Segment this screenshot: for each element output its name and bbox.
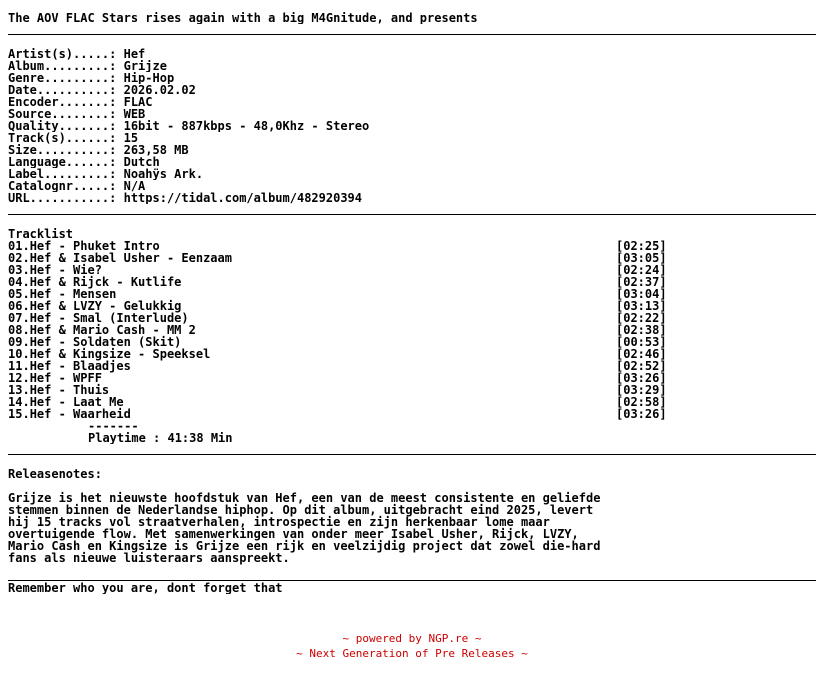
nfo-document (8, 0, 816, 594)
info-row (8, 72, 816, 84)
info-value: 2026.02.02 (123, 84, 196, 96)
info-value: WEB (123, 108, 146, 120)
info-value: Dutch (123, 156, 160, 168)
info-value: https://tidal.com/album/482920394 (123, 192, 363, 204)
info-row (8, 108, 816, 120)
info-row (8, 180, 816, 192)
track-number: 15. (8, 407, 30, 421)
track-title: Hef & LVZY - Gelukkig (29, 299, 182, 313)
track-title: Hef - Thuis (29, 383, 110, 397)
track-number: 13. (8, 383, 30, 397)
track-title: Hef & Kingsize - Speeksel (29, 347, 211, 361)
info-value: FLAC (123, 96, 153, 108)
info-row (8, 120, 816, 132)
track-duration: [02:52] (616, 359, 667, 373)
track-number: 08. (8, 323, 30, 337)
info-value: Noahÿs Ark. (123, 168, 204, 180)
info-value: 263,58 MB (123, 144, 189, 156)
track-duration: [03:26] (616, 371, 667, 385)
track-row (8, 408, 816, 420)
releasenotes-heading: Releasenotes: (8, 468, 102, 480)
info-label: Language......: (8, 156, 124, 168)
track-duration: [02:46] (616, 347, 667, 361)
info-row (8, 156, 816, 168)
releasenotes (8, 492, 816, 564)
track-number: 14. (8, 395, 30, 409)
track-duration: [02:24] (616, 263, 667, 277)
track-duration: [00:53] (616, 335, 667, 349)
playtime-separator: ------- (88, 420, 139, 432)
info-label: Track(s)......: (8, 132, 124, 144)
playtime: Playtime : 41:38 Min (88, 432, 233, 444)
track-title: Hef - Soldaten (Skit) (29, 335, 182, 349)
track-duration: [03:13] (616, 299, 667, 313)
track-title: Hef - WPFF (29, 371, 102, 385)
track-duration: [03:04] (616, 287, 667, 301)
info-label: Date..........: (8, 84, 124, 96)
track-number: 06. (8, 299, 30, 313)
info-label: Encoder.......: (8, 96, 124, 108)
track-duration: [03:26] (616, 407, 667, 421)
track-row (8, 276, 816, 288)
info-row (8, 60, 816, 72)
info-label: Album.........: (8, 60, 124, 72)
track-number: 09. (8, 335, 30, 349)
track-row (8, 384, 816, 396)
track-duration: [02:38] (616, 323, 667, 337)
track-title: Hef & Isabel Usher - Eenzaam (29, 251, 232, 265)
info-row (8, 192, 816, 204)
info-label: URL...........: (8, 192, 124, 204)
track-title: Hef & Mario Cash - MM 2 (29, 323, 196, 337)
tracklist-heading: Tracklist (8, 228, 74, 240)
track-title: Hef - Wie? (29, 263, 102, 277)
info-label: Source........: (8, 108, 124, 120)
info-row (8, 96, 816, 108)
releasenotes-body: Grijze is het nieuwste hoofdstuk van Hef, een van de meest consistente en geliefde stemmen binnen de Nederlandse hiphop. Op dit album, uitgebracht eind 2025, levert hij 15 tracks vol straatverhalen, introspectie en zijn herkenbaar lome maar overtuigende flow. Met samenwerkingen van onder meer Isabel Usher, Rijck, LVZY, Mario Cash en Kingsize is Grijze een rijk en veelzijdig project dat zowel die-hard fans als nieuwe luisteraars aanspreekt. (8, 491, 601, 565)
track-number: 02. (8, 251, 30, 265)
track-title: Hef & Rijck - Kutlife (29, 275, 182, 289)
closing-line: Remember who you are, dont forget that (8, 582, 283, 594)
info-row (8, 48, 816, 60)
info-value: Grijze (123, 60, 167, 72)
info-label: Size..........: (8, 144, 124, 156)
track-number: 03. (8, 263, 30, 277)
track-duration: [03:05] (616, 251, 667, 265)
info-row (8, 84, 816, 96)
info-row (8, 132, 816, 144)
track-row (8, 252, 816, 264)
track-number: 11. (8, 359, 30, 373)
track-duration: [02:25] (616, 239, 667, 253)
info-value: N/A (123, 180, 146, 192)
track-number: 07. (8, 311, 30, 325)
track-duration: [02:22] (616, 311, 667, 325)
info-value: 16bit - 887kbps - 48,0Khz - Stereo (123, 120, 370, 132)
release-info (8, 48, 816, 204)
info-label: Catalognr.....: (8, 180, 124, 192)
info-value: Hip-Hop (123, 72, 175, 84)
track-title: Hef - Laat Me (29, 395, 124, 409)
track-title: Hef - Smal (Interlude) (29, 311, 189, 325)
track-duration: [03:29] (616, 383, 667, 397)
intro-line: The AOV FLAC Stars rises again with a big M4Gnitude, and presents (8, 12, 478, 24)
track-duration: [02:37] (616, 275, 667, 289)
track-title: Hef - Blaadjes (29, 359, 131, 373)
track-number: 12. (8, 371, 30, 385)
track-title: Hef - Waarheid (29, 407, 131, 421)
info-label: Quality.......: (8, 120, 124, 132)
track-row (8, 372, 816, 384)
track-number: 04. (8, 275, 30, 289)
track-number: 01. (8, 239, 30, 253)
footer-powered-by: ~ powered by NGP.re ~ (342, 632, 482, 645)
info-value: 15 (123, 132, 139, 144)
info-label: Genre.........: (8, 72, 124, 84)
track-number: 10. (8, 347, 30, 361)
track-title: Hef - Mensen (29, 287, 117, 301)
info-row (8, 168, 816, 180)
track-duration: [02:58] (616, 395, 667, 409)
info-row (8, 144, 816, 156)
track-row (8, 360, 816, 372)
info-label: Artist(s).....: (8, 48, 124, 60)
info-label: Label.........: (8, 168, 124, 180)
footer-tagline: ~ Next Generation of Pre Releases ~ (296, 647, 528, 660)
track-number: 05. (8, 287, 30, 301)
track-title: Hef - Phuket Intro (29, 239, 160, 253)
info-value: Hef (123, 48, 146, 60)
footer (0, 631, 824, 661)
tracklist (8, 240, 816, 420)
